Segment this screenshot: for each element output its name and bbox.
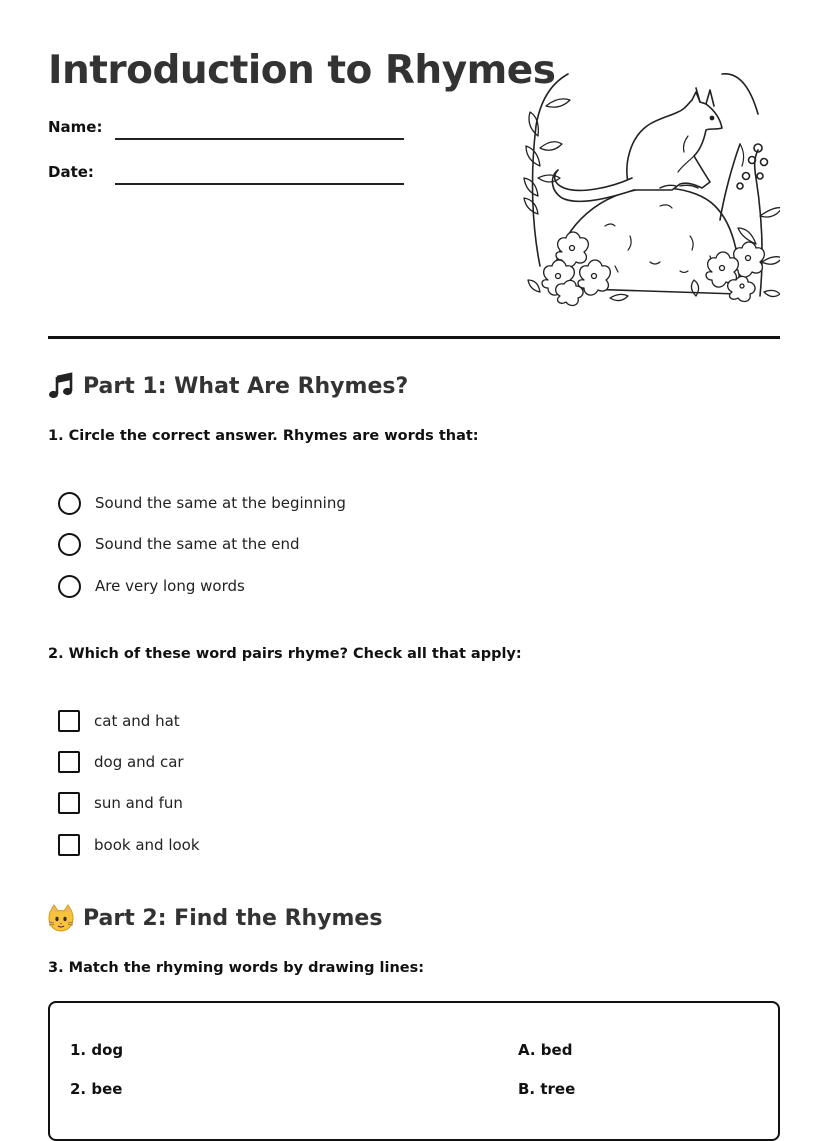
q2-option-cat-hat[interactable] xyxy=(58,709,180,733)
q2-option-label: dog and car xyxy=(94,753,184,771)
q1-option-label: Sound the same at the beginning xyxy=(95,494,346,512)
q2-option-book-look[interactable] xyxy=(58,833,200,857)
section-divider xyxy=(48,336,780,339)
radio-circle[interactable] xyxy=(58,575,81,598)
q2-option-label: sun and fun xyxy=(94,794,183,812)
radio-circle[interactable] xyxy=(58,533,81,556)
date-input-line[interactable] xyxy=(115,183,404,185)
q2-option-dog-car[interactable] xyxy=(58,750,184,774)
worksheet-page xyxy=(48,0,780,1118)
checkbox[interactable] xyxy=(58,710,80,732)
worksheet-title: Introduction to Rhymes xyxy=(48,48,556,93)
question-3: 3. Match the rhyming words by drawing lines: xyxy=(48,960,425,976)
checkbox[interactable] xyxy=(58,751,80,773)
q1-option-label: Are very long words xyxy=(95,577,245,595)
match-right-item[interactable]: A. bed xyxy=(518,1041,573,1059)
match-right-item[interactable]: B. tree xyxy=(518,1080,576,1098)
name-label: Name: xyxy=(48,118,103,136)
kangaroo-on-rock-illustration xyxy=(510,66,780,310)
cat-face-icon xyxy=(48,904,74,932)
part2-heading-text: Part 2: Find the Rhymes xyxy=(83,905,383,931)
part1-heading-text: Part 1: What Are Rhymes? xyxy=(83,373,409,399)
checkbox[interactable] xyxy=(58,792,80,814)
match-left-item[interactable]: 2. bee xyxy=(70,1080,123,1098)
match-left-item[interactable]: 1. dog xyxy=(70,1041,124,1059)
q2-option-label: book and look xyxy=(94,836,200,854)
q2-option-sun-fun[interactable] xyxy=(58,791,183,815)
name-input-line[interactable] xyxy=(115,138,404,140)
part1-heading xyxy=(48,372,408,400)
radio-circle[interactable] xyxy=(58,492,81,515)
matching-box xyxy=(48,1001,780,1141)
q1-option-label: Sound the same at the end xyxy=(95,535,300,553)
question-1: 1. Circle the correct answer. Rhymes are words that: xyxy=(48,428,479,444)
date-field xyxy=(48,161,408,185)
q2-option-label: cat and hat xyxy=(94,712,180,730)
q1-option-beginning[interactable] xyxy=(58,491,346,515)
q1-option-long-words[interactable] xyxy=(58,574,245,598)
musical-note-icon xyxy=(48,372,74,400)
date-label: Date: xyxy=(48,163,94,181)
name-field xyxy=(48,116,408,140)
question-2: 2. Which of these word pairs rhyme? Check all that apply: xyxy=(48,646,522,662)
part2-heading xyxy=(48,904,382,932)
q1-option-end[interactable] xyxy=(58,532,300,556)
checkbox[interactable] xyxy=(58,834,80,856)
